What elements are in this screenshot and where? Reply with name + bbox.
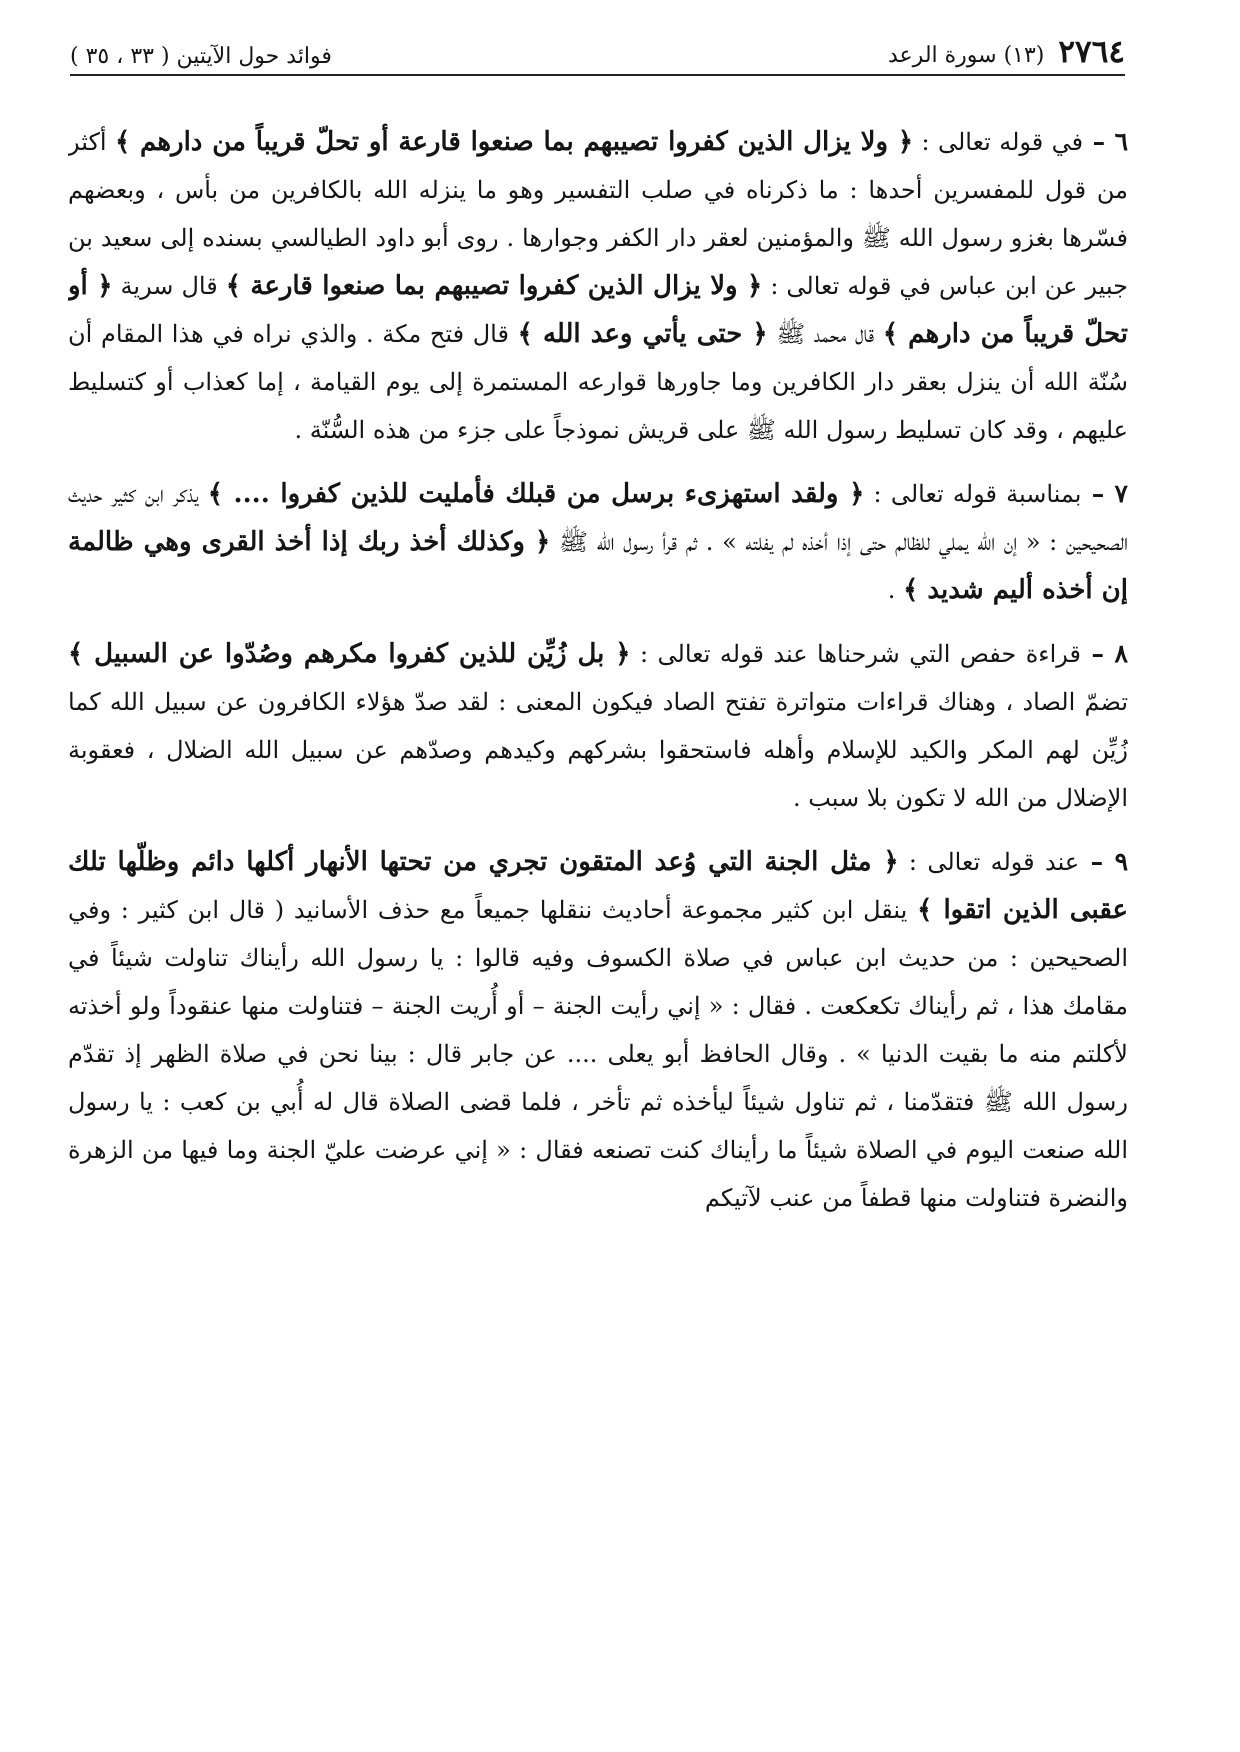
surah-name: (١٣) سورة الرعد xyxy=(888,43,1045,68)
note-9 xyxy=(68,838,1128,1222)
header-right-group xyxy=(888,34,1125,70)
note-text: قراءة حفص التي شرحناها عند قوله تعالى : xyxy=(630,640,1081,668)
quran-verse: ﴿ بل زُيِّن للذين كفروا مكرهم وصُدّوا عن السبيل ﴾ xyxy=(68,639,631,669)
page-body xyxy=(68,118,1128,1728)
page-number: ٢٧٦٤ xyxy=(1058,34,1125,70)
note-text: تضمّ الصاد ، وهناك قراءات متواترة تفتح الصاد فيكون المعنى : لقد صدّ هؤلاء الكافرون عن سبيل الله كما زُيِّن لهم المكر والكيد للإسلام وأهله فاستحقوا بشركهم وكيدهم وصدّهم عن سبيل الله الضلال ، فعقوبة الإضلال من الله لا تكون بلا سبب . xyxy=(68,688,1128,812)
note-number: ٦ – xyxy=(1083,127,1128,156)
note-text: قال محمد ﷺ xyxy=(767,320,883,348)
quran-verse: ﴿ أو تحلّ قريباً من دارهم ﴾ xyxy=(68,271,1128,349)
quran-verse: ﴿ ولا يزال الذين كفروا تصيبهم بما صنعوا قارعة أو تحلّ قريباً من دارهم ﴾ xyxy=(114,127,914,157)
note-text: . xyxy=(887,576,904,604)
quran-verse: ﴿ ولقد استهزىء برسل من قبلك فأمليت للذين كفروا .... ﴾ xyxy=(207,479,865,509)
note-number: ٨ – xyxy=(1080,639,1128,668)
note-text: يذكر ابن كثير حديث الصحيحين : « إن الله يملي للظالم حتى إذا أخذه لم يفلته » . ثم قرأ رسول الله ﷺ xyxy=(68,480,1128,556)
quran-verse: ﴿ ولا يزال الذين كفروا تصيبهم بما صنعوا قارعة ﴾ xyxy=(225,271,763,301)
note-number: ٩ – xyxy=(1079,847,1128,876)
section-topic: فوائد حول الآيتين ( ٣٣ ، ٣٥ ) xyxy=(70,44,332,69)
note-number: ٧ – xyxy=(1081,479,1128,508)
note-text: في قوله تعالى : xyxy=(913,128,1084,156)
note-text: ينقل ابن كثير مجموعة أحاديث ننقلها جميعاً مع حذف الأسانيد ( قال ابن كثير : وفي الصحيحين : من حديث ابن عباس في صلاة الكسوف وفيه قالوا : يا رسول الله رأيناك تناولت شيئاً في مقامك هذا ، ثم رأيناك تكعكعت . فقال : « إني رأيت الجنة – أو أُريت الجنة – فتناولت منها عنقوداً ولو أخذته لأكلتم منه ما بقيت الدنيا » . وقال الحافظ أبو يعلى .... عن جابر قال : بينا نحن في صلاة الظهر إذ تقدّم رسول الله ﷺ فتقدّمنا ، ثم تناول شيئاً ليأخذه ثم تأخر ، فلما قضى الصلاة قال له أُبي بن كعب : يا رسول الله صنعت اليوم في الصلاة شيئاً ما رأيناك كنت تصنعه فقال : « إني عرضت عليّ الجنة وما فيها من الزهرة والنضرة فتناولت منها قطفاً من عنب لآتيكم xyxy=(68,896,1128,1212)
quran-verse: ﴿ وكذلك أخذ ربك إذا أخذ القرى وهي ظالمة إن أخذه أليم شديد ﴾ xyxy=(68,527,1128,605)
note-8 xyxy=(68,630,1128,822)
note-7 xyxy=(68,470,1128,614)
note-text: قال سرية xyxy=(112,272,226,300)
note-text: قال فتح مكة . والذي نراه في هذا المقام أن سُنّة الله أن ينزل بعقر دار الكافرين وما جاورها قوارعه المستمرة إلى يوم القيامة ، إما كعذاب أو كتسليط عليهم ، وقد كان تسليط رسول الله ﷺ على قريش نموذجاً على جزء من هذه السُّنّة . xyxy=(68,320,1128,444)
running-header xyxy=(70,28,1125,76)
note-text: بمناسبة قوله تعالى : xyxy=(864,480,1082,508)
quran-verse: ﴿ مثل الجنة التي وُعد المتقون تجري من تحتها الأنهار أكلها دائم وظلّها تلك عقبى الذين اتقوا ﴾ xyxy=(68,847,1128,925)
note-text: أكثر من قول للمفسرين أحدها : ما ذكرناه في صلب التفسير وهو ما ينزله الله بالكافرين من بأس ، وبعضهم فسّرها بغزو رسول الله ﷺ والمؤمنين لعقر دار الكفر وجوارها . روى أبو داود الطيالسي بسنده إلى سعيد بن جبير عن ابن عباس في قوله تعالى : xyxy=(68,128,1128,300)
quran-verse: ﴿ حتى يأتي وعد الله ﴾ xyxy=(517,319,768,349)
note-6 xyxy=(68,118,1128,454)
note-text: عند قوله تعالى : xyxy=(898,848,1080,876)
